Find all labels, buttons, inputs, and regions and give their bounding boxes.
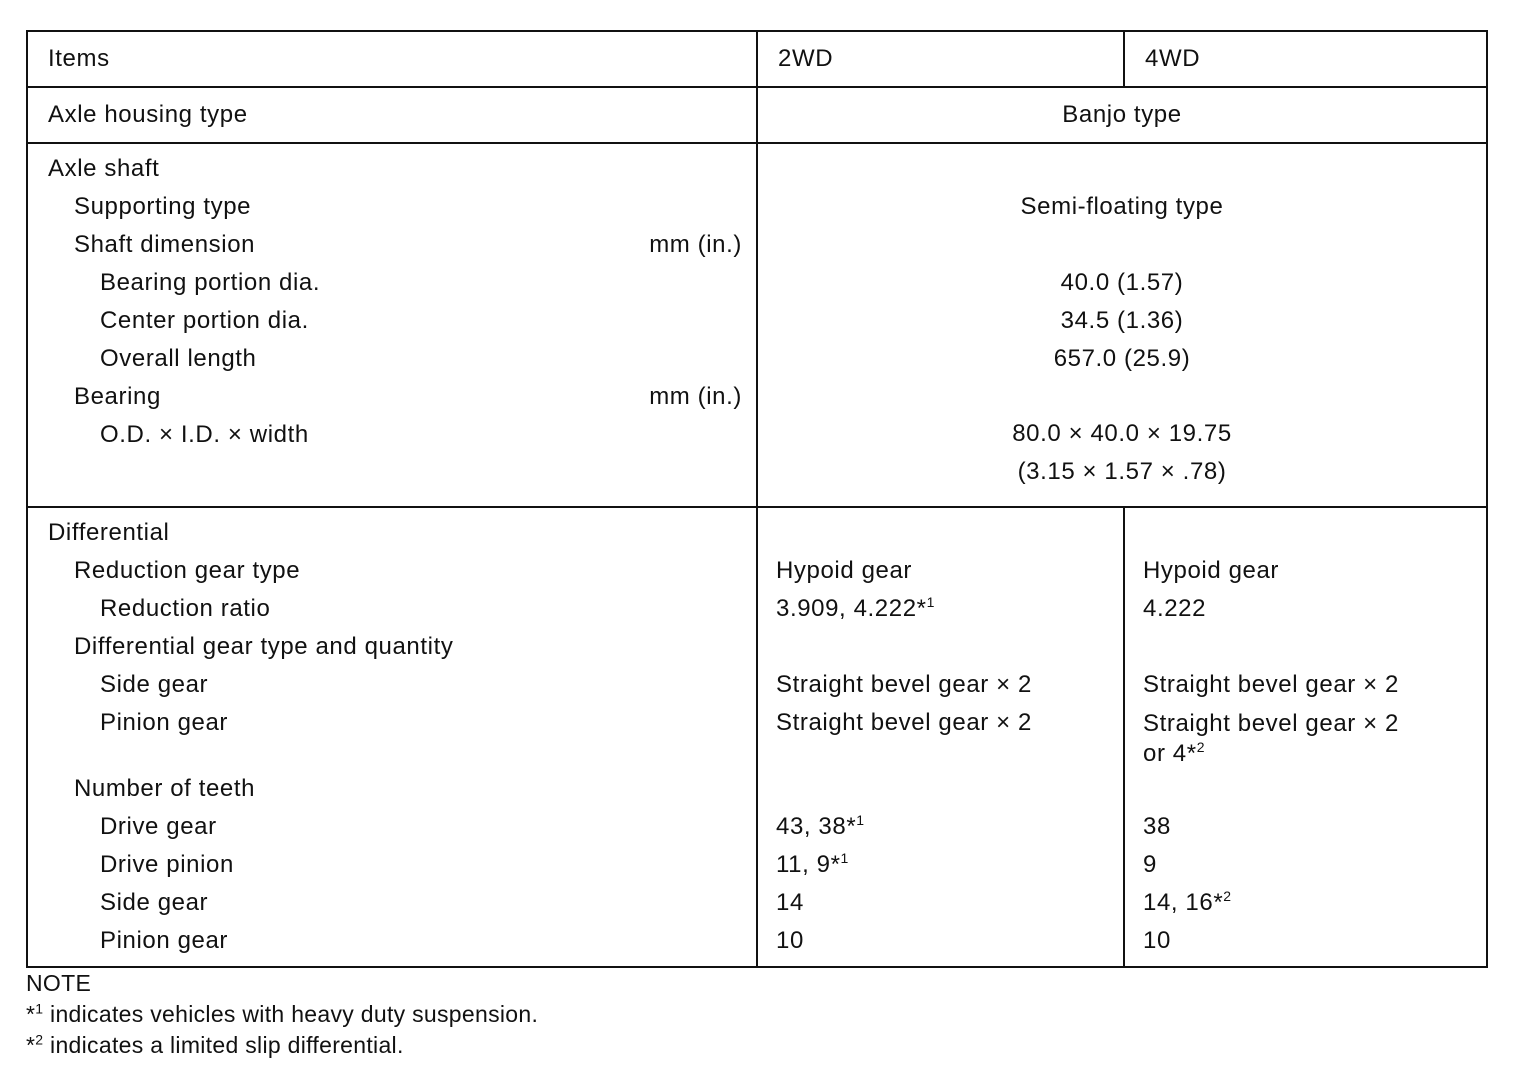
reduction-ratio-label: Reduction ratio xyxy=(100,595,271,622)
side-gear-4wd: Straight bevel gear × 2 xyxy=(1143,671,1399,698)
shaft-dimension-label xyxy=(28,226,756,264)
pinion-gear-2wd: Straight bevel gear × 2 xyxy=(776,709,1032,736)
pinion-gear-4wd-line2-sup: 2 xyxy=(1196,739,1206,755)
overall-length-value: 657.0 (25.9) xyxy=(1053,345,1191,372)
pinion-gear-4wd-line1: Straight bevel gear × 2 xyxy=(1143,710,1399,737)
bearing-portion-label: Bearing portion dia. xyxy=(100,269,321,296)
side-gear-2wd: Straight bevel gear × 2 xyxy=(776,671,1032,698)
notes-section xyxy=(26,968,538,1061)
axle-blank xyxy=(758,150,1486,188)
reduction-ratio-2wd-sup: 1 xyxy=(926,594,935,610)
side-gear-label: Side gear xyxy=(100,671,209,698)
supporting-type-label: Supporting type xyxy=(74,193,252,220)
teeth-4wd-blank xyxy=(1143,770,1486,808)
note-1-sup: 1 xyxy=(35,1000,44,1017)
dimension-blank xyxy=(758,226,1486,264)
drive-gear-2wd-sup: 1 xyxy=(856,812,865,828)
shaft-dimension-unit: mm (in.) xyxy=(649,231,742,258)
side-gear-teeth-4wd-sup: 2 xyxy=(1223,888,1232,904)
drive-gear-4wd: 38 xyxy=(1143,813,1171,840)
bearing-label xyxy=(28,378,756,416)
axle-shaft-title: Axle shaft xyxy=(48,155,160,182)
drive-pinion-2wd xyxy=(776,846,1123,884)
shaft-dimension-text: Shaft dimension xyxy=(74,231,256,258)
spec-table xyxy=(26,30,1488,968)
drive-pinion-2wd-sup: 1 xyxy=(840,850,849,866)
od-id-width-label: O.D. × I.D. × width xyxy=(100,421,309,448)
diff-gear-2wd-blank xyxy=(776,628,1123,666)
notes-title: NOTE xyxy=(26,970,92,996)
housing-value: Banjo type xyxy=(757,87,1487,143)
diff-gear-type-label: Differential gear type and quantity xyxy=(74,633,454,660)
pinion-gear-teeth-2wd: 10 xyxy=(776,927,804,954)
drive-pinion-2wd-text: 11, 9* xyxy=(776,851,841,878)
reduction-ratio-2wd xyxy=(776,590,1123,628)
differential-labels xyxy=(27,507,757,967)
header-row xyxy=(27,31,1487,87)
pinion-gear-teeth-label: Pinion gear xyxy=(100,927,229,954)
side-gear-teeth-4wd-text: 14, 16* xyxy=(1143,889,1224,916)
od-value-in: (3.15 × 1.57 × .78) xyxy=(1017,458,1227,485)
header-2wd: 2WD xyxy=(757,31,1124,87)
supporting-value: Semi-floating type xyxy=(1020,193,1224,220)
diff-2wd-blank xyxy=(776,514,1123,552)
note-2-text: indicates a limited slip differential. xyxy=(43,1032,404,1058)
drive-gear-2wd-text: 43, 38* xyxy=(776,813,857,840)
differential-title: Differential xyxy=(48,519,170,546)
axle-shaft-labels xyxy=(27,143,757,507)
drive-pinion-label: Drive pinion xyxy=(100,851,234,878)
reduction-gear-4wd: Hypoid gear xyxy=(1143,557,1280,584)
differential-4wd-values xyxy=(1124,507,1487,967)
note-2-mark: * xyxy=(26,1032,36,1058)
reduction-gear-type-label: Reduction gear type xyxy=(74,557,301,584)
center-portion-label: Center portion dia. xyxy=(100,307,309,334)
pinion-gear-label: Pinion gear xyxy=(100,709,229,736)
reduction-gear-2wd: Hypoid gear xyxy=(776,557,913,584)
axle-shaft-values xyxy=(757,143,1487,507)
note-2-sup: 2 xyxy=(35,1031,44,1048)
axle-shaft-row xyxy=(27,143,1487,507)
bearing-portion-value: 40.0 (1.57) xyxy=(1060,269,1184,296)
note-2 xyxy=(26,1030,538,1061)
note-1 xyxy=(26,999,538,1030)
teeth-2wd-blank xyxy=(776,770,1123,808)
pinion-gear-4wd-line2 xyxy=(1143,740,1486,768)
overall-length-label: Overall length xyxy=(100,345,257,372)
bearing-text: Bearing xyxy=(74,383,161,410)
drive-gear-2wd xyxy=(776,808,1123,846)
bearing-blank xyxy=(758,378,1486,416)
drive-pinion-4wd: 9 xyxy=(1143,851,1157,878)
header-items: Items xyxy=(27,31,757,87)
bearing-unit: mm (in.) xyxy=(649,383,742,410)
reduction-ratio-2wd-text: 3.909, 4.222* xyxy=(776,595,927,622)
differential-row xyxy=(27,507,1487,967)
pinion-gear-4wd-line2-text: or 4* xyxy=(1143,740,1197,767)
header-4wd: 4WD xyxy=(1124,31,1487,87)
reduction-ratio-4wd: 4.222 xyxy=(1143,595,1207,622)
number-of-teeth-label: Number of teeth xyxy=(74,775,256,802)
od-value-mm: 80.0 × 40.0 × 19.75 xyxy=(1012,420,1232,447)
housing-row xyxy=(27,87,1487,143)
pinion-gear-teeth-4wd: 10 xyxy=(1143,927,1171,954)
note-1-text: indicates vehicles with heavy duty suspension. xyxy=(43,1001,539,1027)
spec-document xyxy=(26,30,1488,968)
pinion-gear-4wd xyxy=(1143,704,1486,770)
note-1-mark: * xyxy=(26,1001,36,1027)
side-gear-teeth-4wd xyxy=(1143,884,1486,922)
housing-label: Axle housing type xyxy=(27,87,757,143)
side-gear-teeth-label: Side gear xyxy=(100,889,209,916)
side-gear-teeth-2wd: 14 xyxy=(776,889,804,916)
differential-2wd-values xyxy=(757,507,1124,967)
diff-4wd-blank xyxy=(1143,514,1486,552)
drive-gear-label: Drive gear xyxy=(100,813,217,840)
diff-gear-4wd-blank xyxy=(1143,628,1486,666)
center-portion-value: 34.5 (1.36) xyxy=(1060,307,1184,334)
